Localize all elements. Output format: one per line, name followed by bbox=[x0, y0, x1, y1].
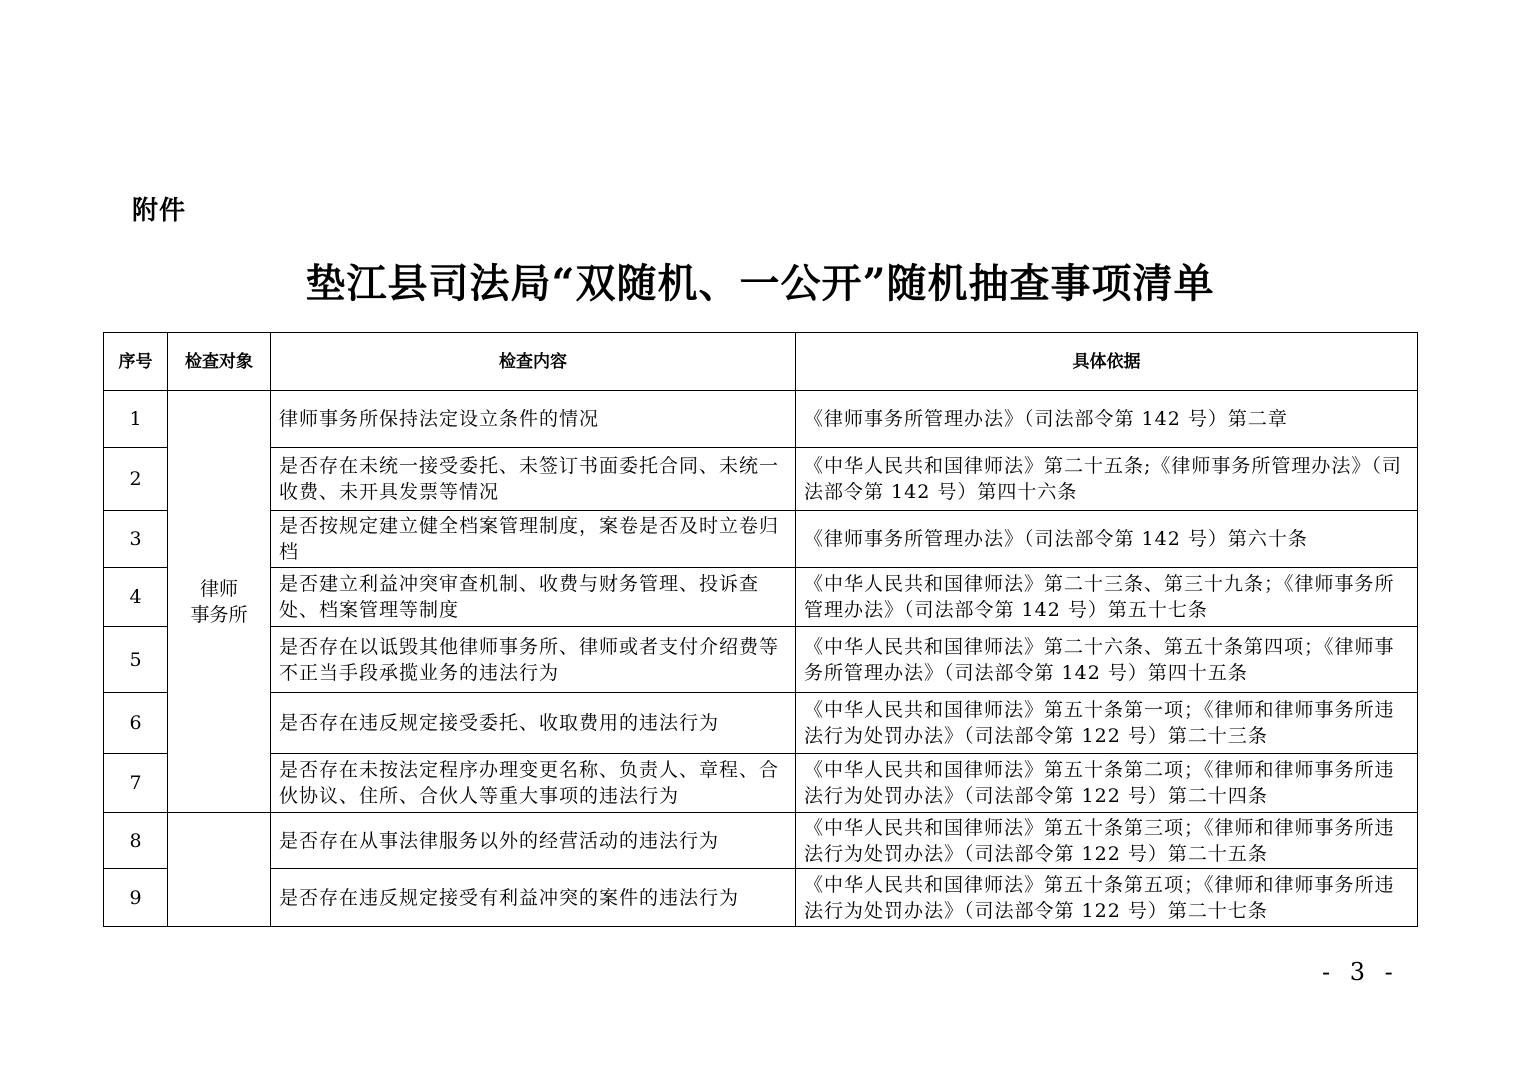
row-basis: 《中华人民共和国律师法》第五十条第五项；《律师和律师事务所违法行为处罚办法》（司法部令第 122 号）第二十七条 bbox=[796, 869, 1418, 927]
row-number: 7 bbox=[104, 754, 168, 813]
row-content: 是否存在以诋毁其他律师事务所、律师或者支付介绍费等不正当手段承揽业务的违法行为 bbox=[271, 627, 796, 693]
row-number: 2 bbox=[104, 448, 168, 511]
row-content: 是否存在从事法律服务以外的经营活动的违法行为 bbox=[271, 813, 796, 869]
row-content: 是否存在违反规定接受有利益冲突的案件的违法行为 bbox=[271, 869, 796, 927]
row-basis: 《中华人民共和国律师法》第五十条第二项；《律师和律师事务所违法行为处罚办法》（司法部令第 122 号）第二十四条 bbox=[796, 754, 1418, 813]
row-basis: 《律师事务所管理办法》（司法部令第 142 号）第二章 bbox=[796, 391, 1418, 448]
row-number: 9 bbox=[104, 869, 168, 927]
table-row bbox=[104, 754, 1418, 813]
row-basis: 《中华人民共和国律师法》第五十条第三项；《律师和律师事务所违法行为处罚办法》（司法部令第 122 号）第二十五条 bbox=[796, 813, 1418, 869]
row-number: 8 bbox=[104, 813, 168, 869]
header-target: 检查对象 bbox=[168, 333, 271, 391]
table-row bbox=[104, 568, 1418, 627]
table-row bbox=[104, 813, 1418, 869]
row-number: 5 bbox=[104, 627, 168, 693]
header-no: 序号 bbox=[104, 333, 168, 391]
row-content: 是否存在未按法定程序办理变更名称、负责人、章程、合伙协议、住所、合伙人等重大事项的违法行为 bbox=[271, 754, 796, 813]
table-row bbox=[104, 511, 1418, 568]
row-number: 3 bbox=[104, 511, 168, 568]
header-basis: 具体依据 bbox=[796, 333, 1418, 391]
row-content: 律师事务所保持法定设立条件的情况 bbox=[271, 391, 796, 448]
table-row bbox=[104, 627, 1418, 693]
attachment-label: 附件 bbox=[132, 196, 187, 226]
row-number: 1 bbox=[104, 391, 168, 448]
table-row bbox=[104, 693, 1418, 754]
table-header-row bbox=[104, 333, 1418, 391]
inspection-items-table bbox=[103, 332, 1418, 927]
target-label: 律师 事务所 bbox=[190, 577, 248, 626]
row-basis: 《中华人民共和国律师法》第五十条第一项；《律师和律师事务所违法行为处罚办法》（司法部令第 122 号）第二十三条 bbox=[796, 693, 1418, 754]
row-basis: 《中华人民共和国律师法》第二十五条;《律师事务所管理办法》（司法部令第 142 号）第四十六条 bbox=[796, 448, 1418, 511]
table-row bbox=[104, 448, 1418, 511]
page-title: 垫江县司法局“双随机、一公开”随机抽查事项清单 bbox=[305, 260, 1215, 307]
header-content: 检查内容 bbox=[271, 333, 796, 391]
row-content: 是否按规定建立健全档案管理制度，案卷是否及时立卷归档 bbox=[271, 511, 796, 568]
row-basis: 《中华人民共和国律师法》第二十六条、第五十条第四项；《律师事务所管理办法》（司法部令第 142 号）第四十五条 bbox=[796, 627, 1418, 693]
row-content: 是否建立利益冲突审查机制、收费与财务管理、投诉查处、档案管理等制度 bbox=[271, 568, 796, 627]
target-cell-empty bbox=[168, 813, 271, 927]
row-content: 是否存在未统一接受委托、未签订书面委托合同、未统一收费、未开具发票等情况 bbox=[271, 448, 796, 511]
page-number: - 3 - bbox=[1322, 958, 1399, 986]
row-number: 6 bbox=[104, 693, 168, 754]
row-content: 是否存在违反规定接受委托、收取费用的违法行为 bbox=[271, 693, 796, 754]
row-number: 4 bbox=[104, 568, 168, 627]
row-basis: 《中华人民共和国律师法》第二十三条、第三十九条；《律师事务所管理办法》（司法部令第 142 号）第五十七条 bbox=[796, 568, 1418, 627]
row-basis: 《律师事务所管理办法》（司法部令第 142 号）第六十条 bbox=[796, 511, 1418, 568]
target-cell-law-firm bbox=[168, 391, 271, 813]
table-row bbox=[104, 869, 1418, 927]
table-row bbox=[104, 391, 1418, 448]
